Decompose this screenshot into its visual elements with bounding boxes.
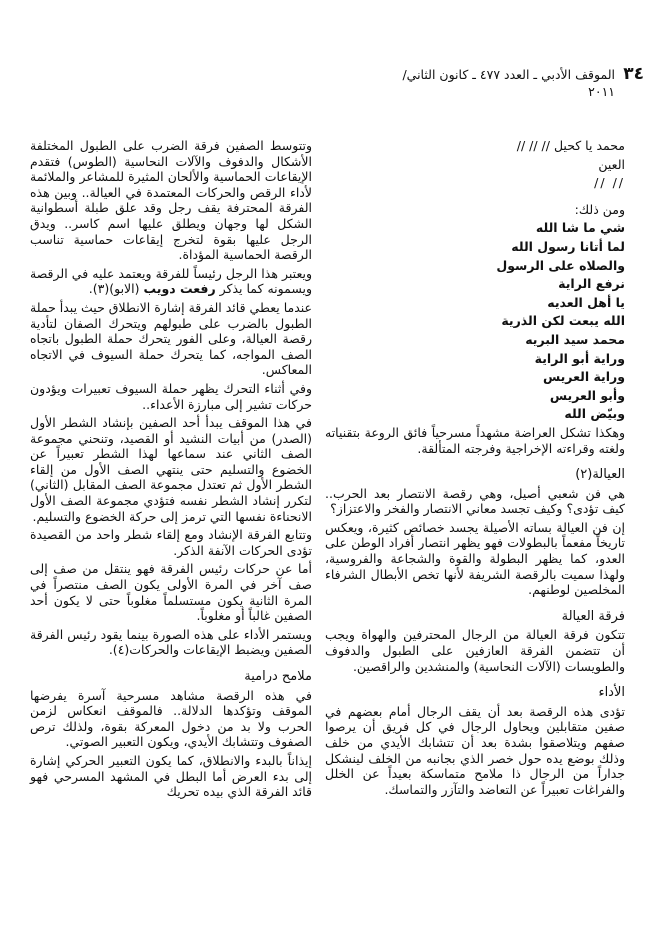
verse-line: شي ما شا الله xyxy=(535,220,625,236)
person-name: رفعت دويب xyxy=(143,281,216,297)
running-header xyxy=(320,66,615,106)
paragraph: وهكذا تشكل العراضة مشهداً مسرحياً فائق الروعة بتقنياته ولغته وقراءته الإخراجية وفرجته المتألقة. xyxy=(325,424,625,456)
poem-line: محمد يا كحيل // // // xyxy=(516,138,625,153)
section-heading: العيالة(٢) xyxy=(575,467,625,483)
verse-line: الله يبعت لكن الذرية xyxy=(501,313,625,329)
paragraph: هي فن شعبي أصيل، وهي رقصة الانتصار بعد الحرب.. كيف تؤدى؟ وكيف تجسد معاني الانتصار والفخر والاعتزاز؟ xyxy=(325,485,625,517)
section-heading: فرقة العيالة xyxy=(561,608,625,624)
verse-line: وبيّض الله xyxy=(564,406,625,422)
paragraph: وتتابع الفرقة الإنشاد ومع إلقاء شطر واحد من القصيدة تؤدى الحركات الآنفة الذكر. xyxy=(30,527,312,558)
paragraph: أما عن حركات رئيس الفرقة فهو ينتقل من صف إلى صف آخر في المرة الأولى يكون الصف منتصراً في المرة الثانية يكون مستسلماً مغلوباً حتى لا يكون أحد الصفين غالباً أو مغلوباً. xyxy=(30,561,312,624)
paragraph: إيذاناً بالبدء والانطلاق، كما يكون التعبير الحركي إشارة إلى بدء العرض أما البطل في المشهد المسرحي فهو قائد الفرقة الذي بيده تحريك xyxy=(30,752,312,800)
left-column xyxy=(30,138,312,803)
verse-line: يا أهل العديه xyxy=(547,294,625,310)
verse-line: وراية أبو الراية xyxy=(534,350,625,366)
paragraph: في هذا الموقف يبدأ أحد الصفين بإنشاد الشطر الأول (الصدر) من أبيات النشيد أو القصيد، وتنحني مجموعة الصف الثاني عند سماعها لهذا الشطر تعبيراً عن الخضوع والتسليم حتى ينتهي الصف الأول من إلقاء الشطر الأول ثم تعتدل مجموعة الصف المقابل (الثاني) لتكرر إنشاد الشطر نفسه فتؤدي مجموعة الصف الأول الانحناءة نفسها التي ترمز إلى حركة الخضوع والتسليم. xyxy=(30,415,312,524)
paragraph: وتتوسط الصفين فرقة الضرب على الطبول المختلفة الأشكال والدفوف والآلات النحاسية (الطوس) فتقدم الإيقاعات الحماسية والألحان المثيرة للمشاعر والملائمة لأداء الرقص والحركات المعتمدة في العيالة.. وبين هذه الفرقة المحترفة يقف رجل وقد علق طبلة أسطوانية الشكل لها وجهان ويطلق عليها اسم كاسر.. ويدق الرجل عليها بقوة لتخرج إيقاعات حماسية تناسب الرقصة الحماسية المؤداة. xyxy=(30,138,312,263)
text-run: (الابو)(٣). xyxy=(88,281,140,297)
paragraph: عندما يعطي قائد الفرقة إشارة الانطلاق حيث يبدأ حملة الطبول بالضرب على طبولهم ويتحرك الصفان لتأدية رقصة العيالة، وعلى الفور يتحرك حملة الطبول باتجاه الصف المواجه، كما يتحرك حملة السيوف في الاتجاه المعاكس. xyxy=(30,299,312,378)
paragraph: في هذه الرقصة مشاهد مسرحية آسرة يفرضها الموقف وتؤكدها الدلالة.. فالموقف انعكاس لزمن الحرب ولا بد من دخول المعركة بقوة، ولذلك ترص الصفوف وتتشابك الأيدي، ويكون التعبير الصوتي. xyxy=(30,687,312,750)
journal-line: الموقف الأدبي ـ العدد ٤٧٧ ـ كانون الثاني/ xyxy=(402,67,615,82)
verse-line: محمد سيد البريه xyxy=(525,331,625,347)
paragraph xyxy=(30,266,312,297)
paragraph: ويستمر الأداء على هذه الصورة بينما يقود رئيس الفرقة الصفين ويضبط الإيقاعات والحركات(٤). xyxy=(30,626,312,658)
poem-line: // // xyxy=(594,175,625,191)
section-heading: ملامح درامية xyxy=(244,669,312,684)
right-column xyxy=(325,138,625,800)
verse-line: والصلاه على الرسول xyxy=(496,257,625,273)
verses-intro: ومن ذلك: xyxy=(574,201,625,217)
verse-line: نرفع الراية xyxy=(558,276,625,292)
paragraph: إن فن العيالة بساته الأصيلة يجسد خصائص كثيرة، ويعكس تاريخاً مفعماً بالبطولات فهو يظهر انتصار أفراد الوطن على العدو، كما يظهر البطولة والقوة والشجاعة والفروسية، ولهذا سميت بالرقصة الشريفة لأنها تخص الأبطال الشرفاء المخلصين لوطنهم. xyxy=(325,519,625,598)
page-number: ٣٤ xyxy=(623,64,644,84)
section-heading: الأداء xyxy=(598,685,625,701)
text-run: ويعتبر هذا الرجل رئيساً للفرقة ويعتمد عليه في الرقصة ويسمونه كما يذكر xyxy=(30,265,312,297)
verse-line: وأبو العريس xyxy=(549,387,625,403)
paragraph: وفي أثناء التحرك يظهر حملة السيوف تعبيرات ويؤدون حركات تشير إلى مبارزة الأعداء.. xyxy=(30,380,312,412)
poem-line: العين xyxy=(598,156,625,172)
verse-line: لما أتانا رسول الله xyxy=(511,238,625,254)
verse-line: وراية العريس xyxy=(542,369,625,385)
paragraph: تتكون فرقة العيالة من الرجال المحترفين والهواة ويجب أن تتضمن الفرقة العازفين على الطبول والدفوف والطويسات (الآلات النحاسية) والمنشدين والراقصين. xyxy=(325,627,625,674)
paragraph: تؤدى هذه الرقصة بعد أن يقف الرجال أمام بعضهم في صفين متقابلين ويحاول الرجال في كل فريق أن يرصوا صفهم ويتلاصقوا بشدة بعد أن تتشابك الأيدي من خلف وذلك بوضع يده حول خصر الذي بجانبه من الخلف لينشكل جداراً من الرجال ذا ملامح متماسكة بعيداً عن الخلل والفراغات تعبيراً عن التعاضد والتآزر والتماسك. xyxy=(325,703,625,797)
year-line: ٢٠١١ xyxy=(588,84,615,99)
